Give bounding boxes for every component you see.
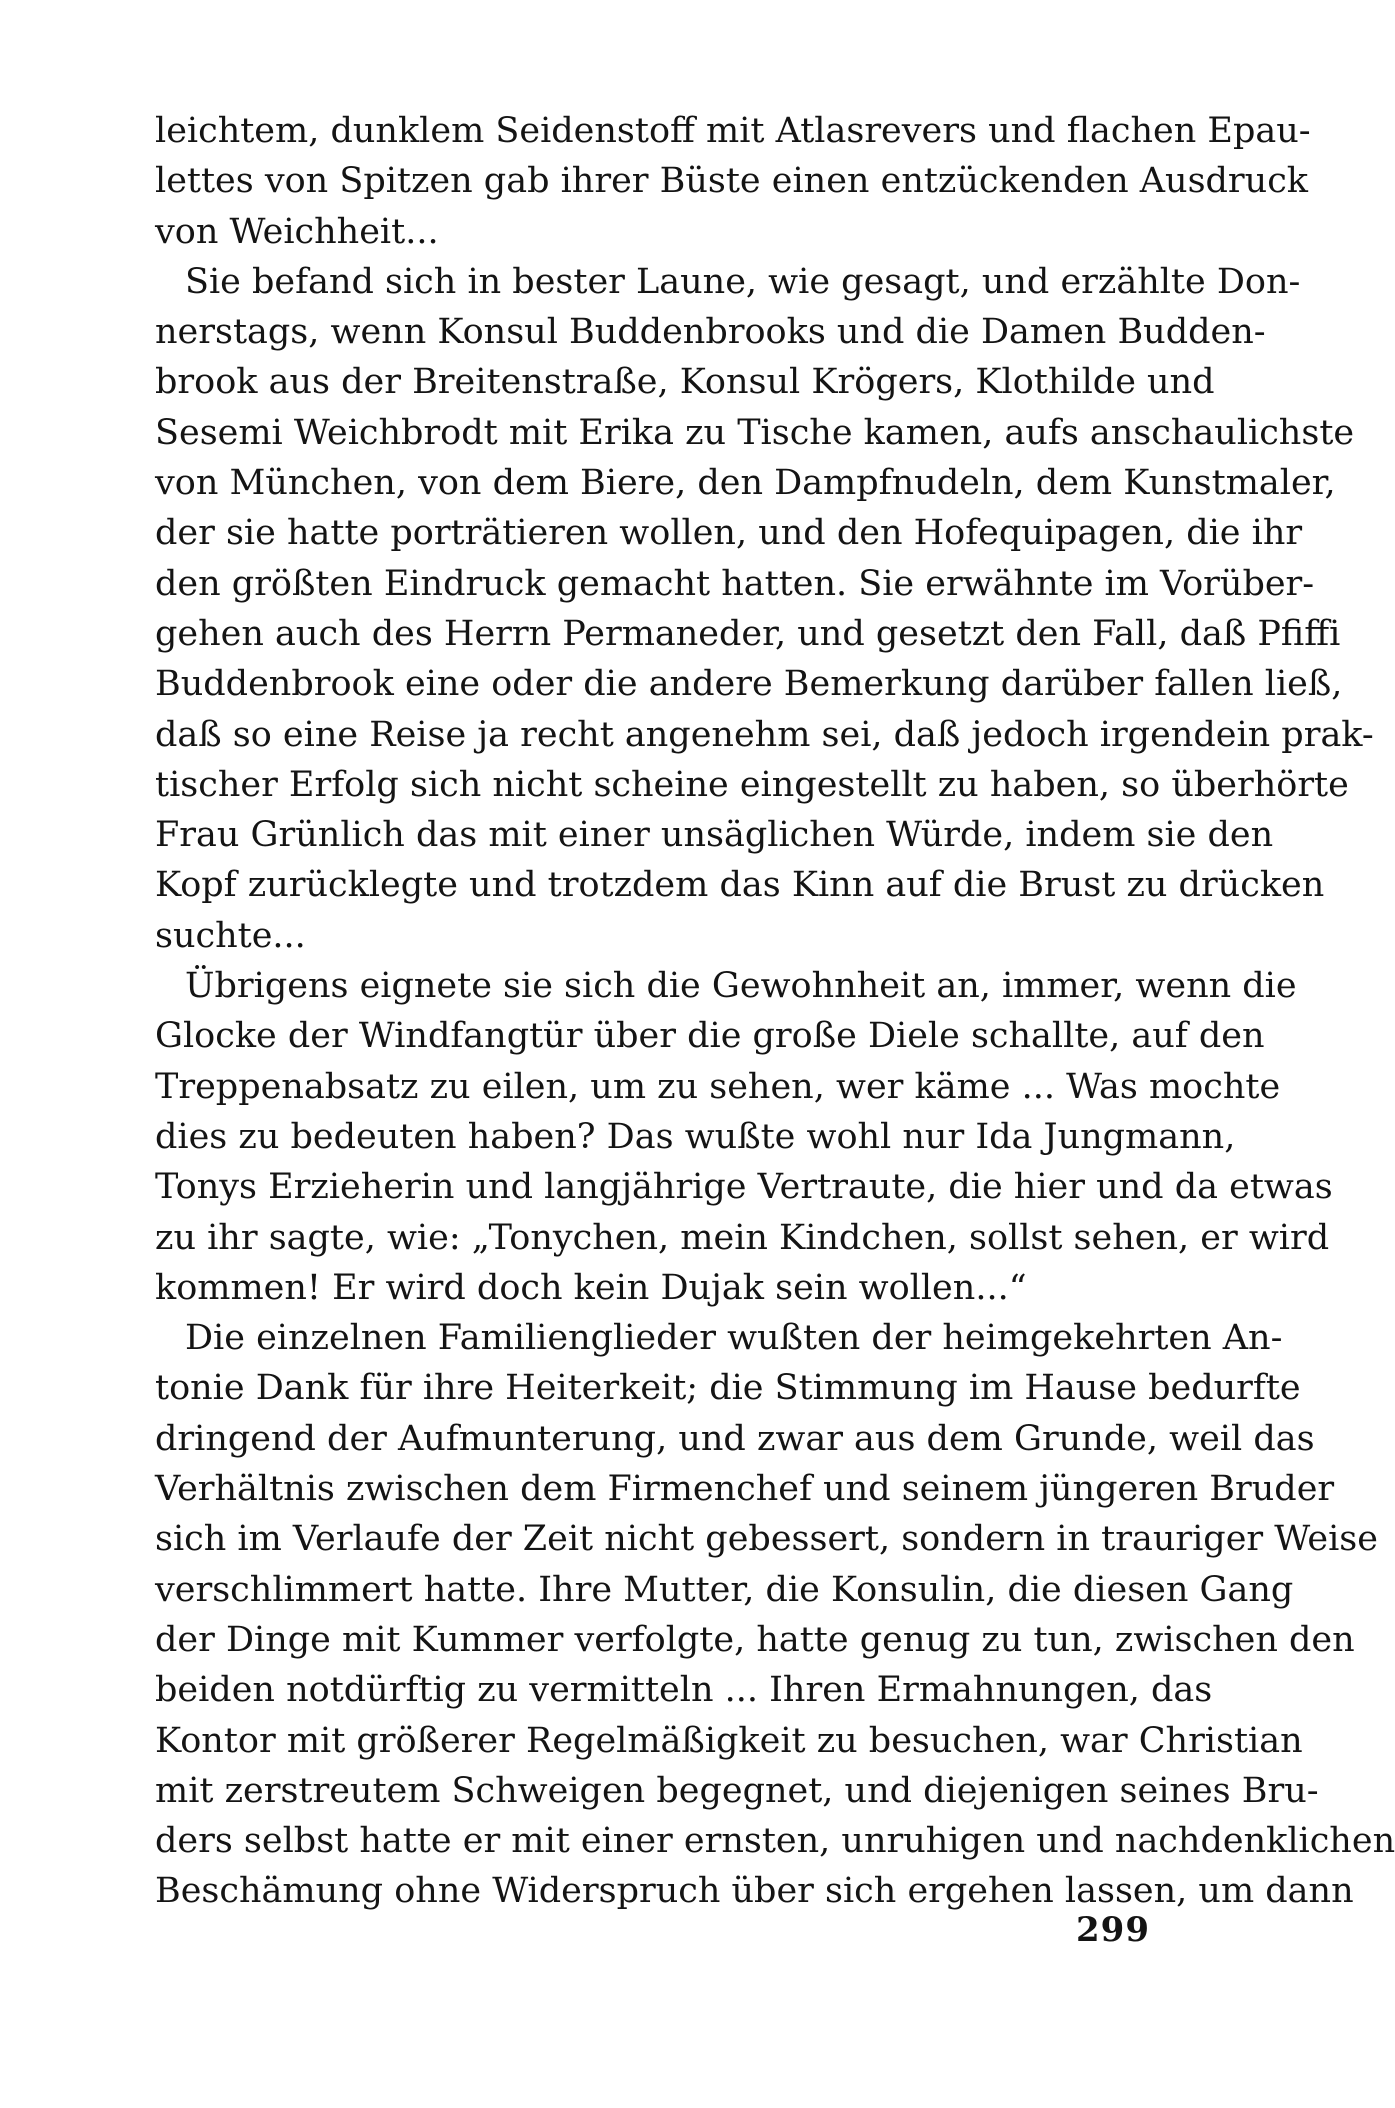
- text-line: Tonys Erzieherin und langjährige Vertraute, die hier und da etwas: [155, 1167, 1333, 1208]
- text-line: der sie hatte porträtieren wollen, und den Hofequipagen, die ihr: [155, 513, 1303, 554]
- text-line: Glocke der Windfangtür über die große Diele schallte, auf den: [155, 1016, 1265, 1057]
- text-line: Sie befand sich in bester Laune, wie gesagt, und erzählte Don-: [185, 261, 1301, 302]
- text-line: Treppenabsatz zu eilen, um zu sehen, wer käme ... Was mochte: [155, 1066, 1281, 1107]
- text-line: Die einzelnen Familienglieder wußten der heimgekehrten An-: [185, 1318, 1283, 1359]
- text-line: Kopf zurücklegte und trotzdem das Kinn auf die Brust zu drücken: [155, 865, 1325, 906]
- text-line: von Weichheit...: [155, 211, 439, 252]
- text-line: Frau Grünlich das mit einer unsäglichen Würde, indem sie den: [155, 815, 1274, 856]
- text-line: brook aus der Breitenstraße, Konsul Krögers, Klothilde und: [155, 362, 1215, 403]
- text-line: den größten Eindruck gemacht hatten. Sie erwähnte im Vorüber-: [155, 563, 1315, 604]
- text-line: kommen! Er wird doch kein Dujak sein wollen...“: [155, 1267, 1027, 1308]
- text-line: Übrigens eignete sie sich die Gewohnheit an, immer, wenn die: [185, 966, 1297, 1007]
- text-line: lettes von Spitzen gab ihrer Büste einen entzückenden Ausdruck: [155, 161, 1309, 202]
- body-text: [155, 106, 1395, 1917]
- text-line: mit zerstreutem Schweigen begegnet, und diejenigen seines Bru-: [155, 1770, 1319, 1811]
- text-line: Buddenbrook eine oder die andere Bemerkung darüber fallen ließ,: [155, 664, 1343, 705]
- page-number: 299: [1076, 1910, 1150, 1950]
- text-line: nerstags, wenn Konsul Buddenbrooks und die Damen Budden-: [155, 312, 1266, 353]
- text-line: Verhältnis zwischen dem Firmenchef und seinem jüngeren Bruder: [155, 1469, 1335, 1510]
- text-line: Sesemi Weichbrodt mit Erika zu Tische kamen, aufs anschaulichste: [155, 412, 1355, 453]
- text-line: ders selbst hatte er mit einer ernsten, unruhigen und nachdenklichen: [155, 1821, 1395, 1862]
- text-line: sich im Verlaufe der Zeit nicht gebessert, sondern in trauriger Weise: [155, 1519, 1378, 1560]
- text-line: dringend der Aufmunterung, und zwar aus dem Grunde, weil das: [155, 1418, 1315, 1459]
- text-line: gehen auch des Herrn Permaneder, und gesetzt den Fall, daß Pfiffi: [155, 613, 1341, 654]
- text-line: leichtem, dunklem Seidenstoff mit Atlasrevers und flachen Epau-: [155, 111, 1311, 151]
- text-line: daß so eine Reise ja recht angenehm sei, daß jedoch irgendein prak-: [155, 714, 1374, 755]
- text-line: tonie Dank für ihre Heiterkeit; die Stimmung im Hause bedurfte: [155, 1368, 1301, 1409]
- text-line: suchte...: [155, 915, 306, 956]
- text-line: dies zu bedeuten haben? Das wußte wohl nur Ida Jungmann,: [155, 1116, 1236, 1157]
- text-line: tischer Erfolg sich nicht scheine eingestellt zu haben, so überhörte: [155, 764, 1349, 805]
- text-line: der Dinge mit Kummer verfolgte, hatte genug zu tun, zwischen den: [155, 1619, 1355, 1660]
- text-line: zu ihr sagte, wie: „Tonychen, mein Kindchen, sollst sehen, er wird: [155, 1217, 1330, 1258]
- text-line: verschlimmert hatte. Ihre Mutter, die Konsulin, die diesen Gang: [155, 1569, 1294, 1610]
- text-line: beiden notdürftig zu vermitteln ... Ihren Ermahnungen, das: [155, 1670, 1213, 1711]
- text-line: Beschämung ohne Widerspruch über sich ergehen lassen, um dann: [155, 1871, 1354, 1912]
- text-line: von München, von dem Biere, den Dampfnudeln, dem Kunstmaler,: [155, 463, 1336, 504]
- text-line: Kontor mit größerer Regelmäßigkeit zu besuchen, war Christian: [155, 1720, 1303, 1761]
